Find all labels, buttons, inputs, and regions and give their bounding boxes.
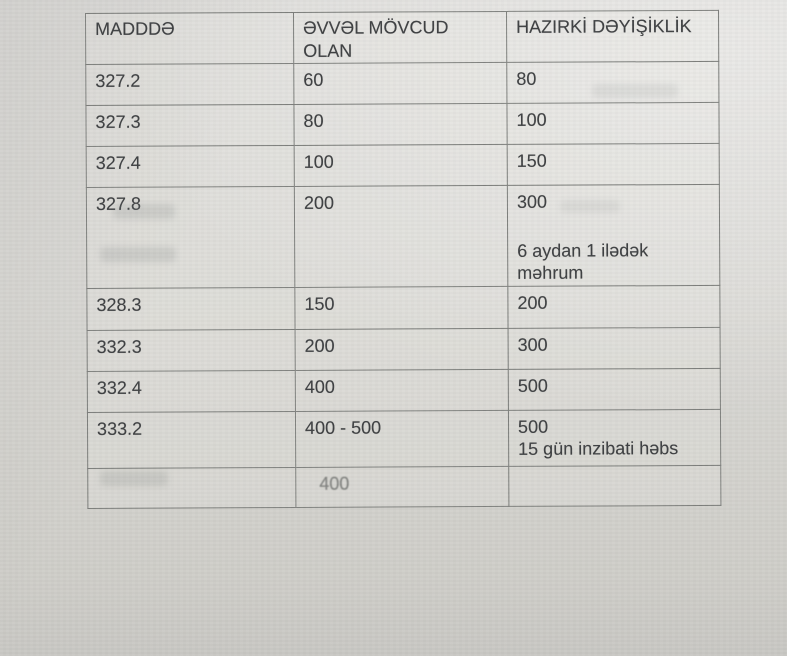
cell-evvel: 200 <box>295 328 508 370</box>
header-hazirki-deyisiklik: HAZIRKİ DƏYİŞİKLİK <box>506 10 718 62</box>
cell-hazirki: 150 <box>507 143 719 185</box>
table-row <box>86 61 719 105</box>
penalty-table <box>85 10 720 509</box>
cell-madde: 333.2 <box>87 411 295 468</box>
madde-table <box>85 10 721 509</box>
cell-evvel: 400 - 500 <box>295 410 508 467</box>
cell-hazirki: 80 <box>507 61 719 103</box>
bleed-through-text: 400 <box>319 473 350 494</box>
cell-evvel: 60 <box>294 62 507 104</box>
table-row <box>86 102 719 146</box>
cell-hazirki: 200 <box>508 285 720 328</box>
header-evvel-movcud-olan: ƏVVƏL MÖVCUD OLAN <box>293 11 506 63</box>
cell-evvel: 80 <box>294 103 507 145</box>
cell-madde: 327.2 <box>86 63 294 105</box>
cell-hazirki-note: 15 gün inzibati həbs <box>518 438 679 459</box>
cell-evvel <box>296 466 509 507</box>
cell-hazirki <box>509 465 721 506</box>
header-madde: MADDDƏ <box>86 12 294 64</box>
cell-hazirki: 500 <box>508 368 720 410</box>
table-row <box>87 409 720 468</box>
cell-evvel: 400 <box>295 369 508 411</box>
table-row <box>87 285 720 330</box>
cell-evvel: 100 <box>294 144 507 186</box>
table-row <box>87 368 720 412</box>
cell-hazirki: 100 <box>507 102 719 144</box>
cell-madde: 332.4 <box>87 370 295 412</box>
cell-evvel: 200 <box>294 185 507 287</box>
cell-evvel: 150 <box>295 286 508 329</box>
table-row <box>86 143 719 187</box>
cell-hazirki-value: 300 <box>516 191 548 212</box>
table-row <box>87 327 720 371</box>
cell-madde: 327.4 <box>86 145 294 187</box>
cell-hazirki-note: 6 aydan 1 ilədək məhrum <box>517 240 649 283</box>
cell-hazirki <box>508 409 720 466</box>
cell-madde: 327.8 <box>86 186 294 288</box>
table-header-row <box>86 10 719 64</box>
table-row <box>86 184 719 288</box>
cell-madde: 332.3 <box>87 329 295 371</box>
cell-madde: 328.3 <box>87 287 295 330</box>
cell-madde <box>88 467 296 508</box>
cell-hazirki-value: 500 <box>517 416 549 437</box>
table-row-empty <box>88 465 721 508</box>
cell-madde: 327.3 <box>86 104 294 146</box>
cell-hazirki: 300 <box>508 327 720 369</box>
cell-hazirki <box>507 184 719 286</box>
